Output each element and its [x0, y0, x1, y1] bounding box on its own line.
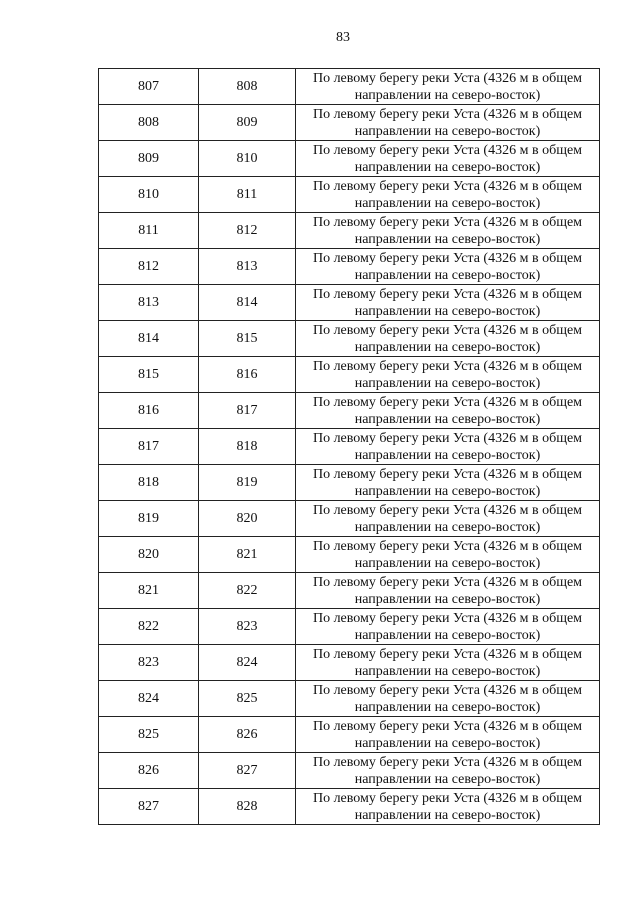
point-from-cell: 817 — [99, 429, 199, 465]
point-to-cell: 809 — [199, 105, 296, 141]
table-row — [99, 177, 600, 213]
boundary-description-cell — [296, 393, 600, 429]
description-line-2: направлении на северо-восток) — [354, 699, 541, 715]
description-line-2: направлении на северо-восток) — [354, 267, 541, 283]
point-to-cell: 824 — [199, 645, 296, 681]
point-to-cell: 822 — [199, 573, 296, 609]
boundary-description-cell — [296, 753, 600, 789]
description-line-2: направлении на северо-восток) — [354, 735, 541, 751]
description-line-1: По левому берегу реки Уста (4326 м в общем — [312, 538, 583, 554]
point-from-cell: 814 — [99, 321, 199, 357]
point-from-cell: 816 — [99, 393, 199, 429]
point-to-cell: 813 — [199, 249, 296, 285]
description-line-1: По левому берегу реки Уста (4326 м в общем — [312, 106, 583, 122]
description-line-2: направлении на северо-восток) — [354, 447, 541, 463]
point-from-cell: 823 — [99, 645, 199, 681]
description-line-2: направлении на северо-восток) — [354, 339, 541, 355]
description-line-2: направлении на северо-восток) — [354, 159, 541, 175]
table-row — [99, 681, 600, 717]
point-to-cell: 810 — [199, 141, 296, 177]
point-from-cell: 819 — [99, 501, 199, 537]
point-to-cell: 828 — [199, 789, 296, 825]
boundary-description-cell — [296, 321, 600, 357]
point-from-cell: 808 — [99, 105, 199, 141]
description-line-2: направлении на северо-восток) — [354, 195, 541, 211]
description-line-2: направлении на северо-восток) — [354, 627, 541, 643]
table-row — [99, 645, 600, 681]
boundary-description-cell — [296, 105, 600, 141]
point-from-cell: 818 — [99, 465, 199, 501]
description-line-2: направлении на северо-восток) — [354, 231, 541, 247]
table-row — [99, 573, 600, 609]
point-to-cell: 818 — [199, 429, 296, 465]
point-from-cell: 824 — [99, 681, 199, 717]
boundary-description-cell — [296, 645, 600, 681]
boundary-description-cell — [296, 501, 600, 537]
description-line-1: По левому берегу реки Уста (4326 м в общем — [312, 322, 583, 338]
point-to-cell: 820 — [199, 501, 296, 537]
description-line-1: По левому берегу реки Уста (4326 м в общем — [312, 178, 583, 194]
description-line-2: направлении на северо-восток) — [354, 87, 541, 103]
boundary-description-cell — [296, 249, 600, 285]
point-from-cell: 813 — [99, 285, 199, 321]
point-to-cell: 821 — [199, 537, 296, 573]
description-line-1: По левому берегу реки Уста (4326 м в общем — [312, 466, 583, 482]
description-line-2: направлении на северо-восток) — [354, 771, 541, 787]
point-to-cell: 823 — [199, 609, 296, 645]
boundary-description-cell — [296, 609, 600, 645]
table-row — [99, 213, 600, 249]
table-row — [99, 285, 600, 321]
boundary-description-cell — [296, 789, 600, 825]
point-from-cell: 827 — [99, 789, 199, 825]
point-to-cell: 815 — [199, 321, 296, 357]
point-to-cell: 816 — [199, 357, 296, 393]
table-row — [99, 429, 600, 465]
point-to-cell: 819 — [199, 465, 296, 501]
description-line-2: направлении на северо-восток) — [354, 303, 541, 319]
point-from-cell: 826 — [99, 753, 199, 789]
description-line-1: По левому берегу реки Уста (4326 м в общем — [312, 682, 583, 698]
description-line-2: направлении на северо-восток) — [354, 483, 541, 499]
point-from-cell: 811 — [99, 213, 199, 249]
description-line-1: По левому берегу реки Уста (4326 м в общем — [312, 394, 583, 410]
description-line-1: По левому берегу реки Уста (4326 м в общем — [312, 754, 583, 770]
boundary-description-cell — [296, 429, 600, 465]
description-line-1: По левому берегу реки Уста (4326 м в общем — [312, 502, 583, 518]
description-line-2: направлении на северо-восток) — [354, 519, 541, 535]
table-row — [99, 465, 600, 501]
table-row — [99, 249, 600, 285]
description-line-1: По левому берегу реки Уста (4326 м в общем — [312, 358, 583, 374]
point-to-cell: 817 — [199, 393, 296, 429]
boundary-description-cell — [296, 573, 600, 609]
boundary-table — [98, 68, 600, 825]
table-row — [99, 717, 600, 753]
point-to-cell: 814 — [199, 285, 296, 321]
description-line-1: По левому берегу реки Уста (4326 м в общем — [312, 646, 583, 662]
boundary-description-cell — [296, 357, 600, 393]
boundary-description-cell — [296, 285, 600, 321]
table-row — [99, 789, 600, 825]
description-line-2: направлении на северо-восток) — [354, 123, 541, 139]
point-to-cell: 826 — [199, 717, 296, 753]
point-from-cell: 822 — [99, 609, 199, 645]
boundary-table-body — [99, 69, 600, 825]
point-to-cell: 811 — [199, 177, 296, 213]
point-from-cell: 825 — [99, 717, 199, 753]
point-from-cell: 820 — [99, 537, 199, 573]
page-number: 83 — [336, 30, 350, 45]
table-row — [99, 537, 600, 573]
boundary-description-cell — [296, 717, 600, 753]
description-line-2: направлении на северо-восток) — [354, 375, 541, 391]
description-line-2: направлении на северо-восток) — [354, 411, 541, 427]
boundary-description-cell — [296, 537, 600, 573]
boundary-description-cell — [296, 465, 600, 501]
description-line-1: По левому берегу реки Уста (4326 м в общем — [312, 790, 583, 806]
description-line-1: По левому берегу реки Уста (4326 м в общем — [312, 610, 583, 626]
boundary-description-cell — [296, 213, 600, 249]
description-line-1: По левому берегу реки Уста (4326 м в общем — [312, 286, 583, 302]
point-to-cell: 808 — [199, 69, 296, 105]
table-row — [99, 357, 600, 393]
description-line-1: По левому берегу реки Уста (4326 м в общем — [312, 214, 583, 230]
description-line-1: По левому берегу реки Уста (4326 м в общем — [312, 718, 583, 734]
description-line-2: направлении на северо-восток) — [354, 591, 541, 607]
table-row — [99, 753, 600, 789]
point-from-cell: 809 — [99, 141, 199, 177]
point-to-cell: 827 — [199, 753, 296, 789]
boundary-description-cell — [296, 177, 600, 213]
point-from-cell: 812 — [99, 249, 199, 285]
description-line-1: По левому берегу реки Уста (4326 м в общем — [312, 142, 583, 158]
boundary-description-cell — [296, 141, 600, 177]
table-row — [99, 105, 600, 141]
description-line-2: направлении на северо-восток) — [354, 555, 541, 571]
description-line-1: По левому берегу реки Уста (4326 м в общем — [312, 574, 583, 590]
description-line-2: направлении на северо-восток) — [354, 807, 541, 823]
boundary-description-cell — [296, 69, 600, 105]
table-row — [99, 69, 600, 105]
point-to-cell: 825 — [199, 681, 296, 717]
table-row — [99, 321, 600, 357]
description-line-1: По левому берегу реки Уста (4326 м в общем — [312, 70, 583, 86]
description-line-1: По левому берегу реки Уста (4326 м в общем — [312, 430, 583, 446]
point-from-cell: 807 — [99, 69, 199, 105]
table-row — [99, 141, 600, 177]
point-to-cell: 812 — [199, 213, 296, 249]
description-line-1: По левому берегу реки Уста (4326 м в общем — [312, 250, 583, 266]
point-from-cell: 821 — [99, 573, 199, 609]
point-from-cell: 810 — [99, 177, 199, 213]
point-from-cell: 815 — [99, 357, 199, 393]
table-row — [99, 609, 600, 645]
table-row — [99, 393, 600, 429]
description-line-2: направлении на северо-восток) — [354, 663, 541, 679]
boundary-description-cell — [296, 681, 600, 717]
table-row — [99, 501, 600, 537]
